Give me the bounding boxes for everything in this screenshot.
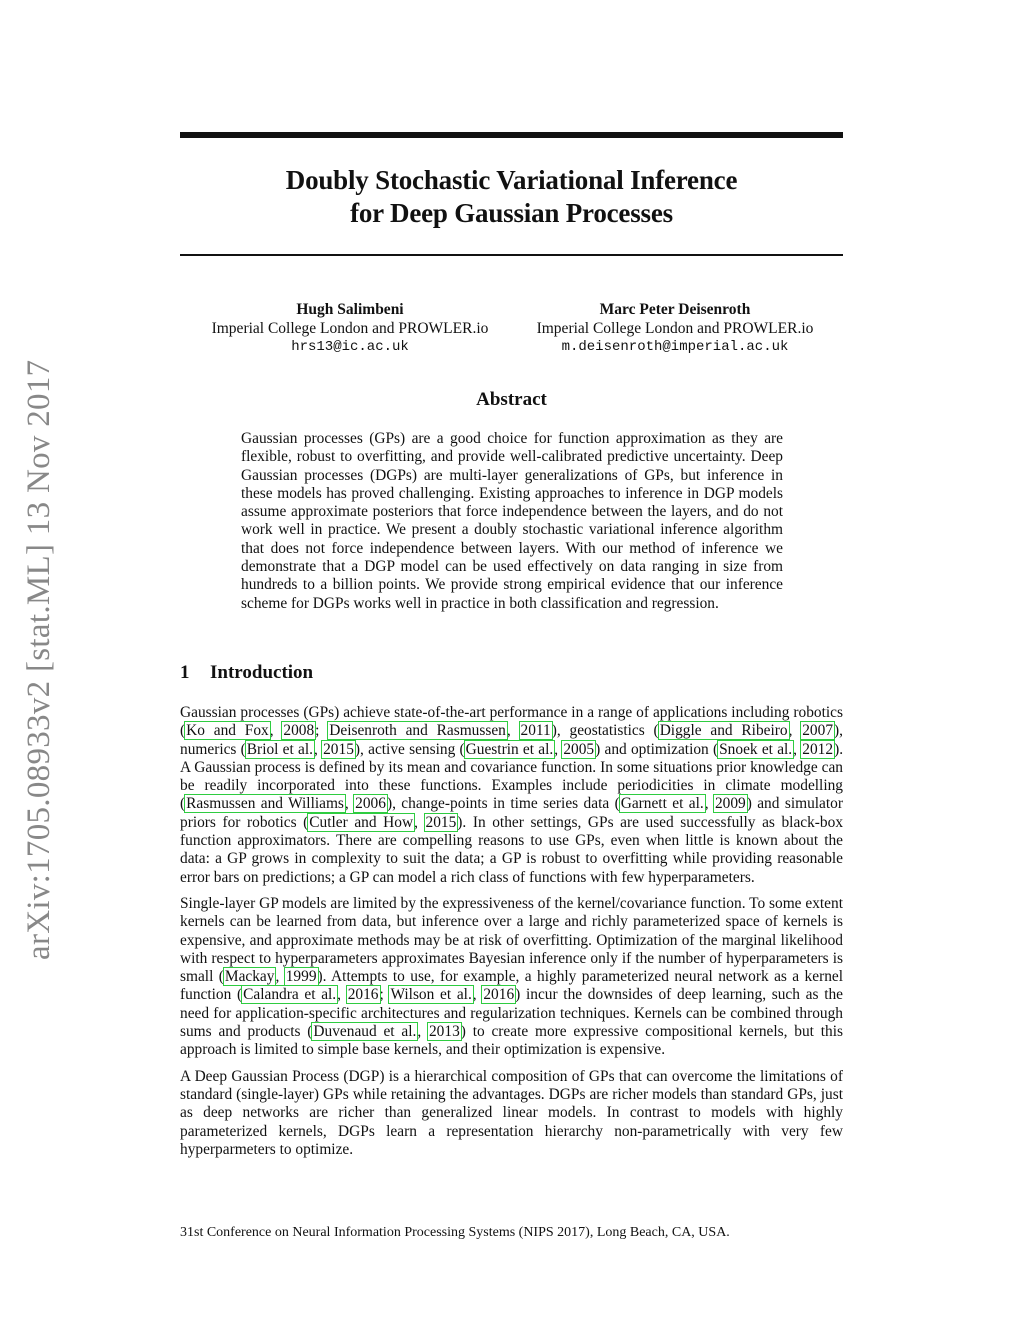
text-run: , [793, 740, 802, 758]
text-run: ) and optimization ( [595, 740, 719, 758]
text-run: , [414, 813, 425, 831]
text-run: Gaussian processes (GPs) achieve state-of-the-art performance in a range of applications including robotics ( [180, 704, 843, 740]
text-run: ) and simulator priors for robotics ( [180, 795, 843, 831]
citation-link[interactable]: 2011 [520, 722, 551, 740]
section-heading [180, 662, 313, 684]
paragraph-2 [180, 895, 843, 1060]
text-run: , [269, 722, 283, 740]
text-run: , [417, 1023, 428, 1041]
citation-link[interactable]: Ko and Fox [186, 722, 269, 740]
citation-link[interactable]: 2006 [355, 795, 386, 813]
author-email[interactable]: m.deisenroth@imperial.ac.uk [561, 339, 789, 355]
text-run: ; [315, 722, 329, 740]
author-affiliation: Imperial College London and PROWLER.io [536, 320, 814, 337]
citation-link[interactable]: Mackay [224, 968, 275, 986]
abstract-text: Gaussian processes (GPs) are a good choice for function approximation as they are flexible, robust to overfitting, and provide well-calibrated predictive uncertainty. Deep Gaussian processes (DGPs) are multi-layer generalizations of GPs, but inference in these models has proved challenging. Existing approaches to inference in DGP models assume approximate posteriors that force independence between the layers, and do not work well in practice. We present a doubly stochastic variational inference algorithm that does not force independence between layers. With our method of inference we demonstrate that a DGP model can be used effectively on data ranging in size from hundreds to a billion points. We provide strong empirical evidence that our inference scheme for DGPs works well in practice in both classification and regression. [241, 430, 783, 612]
citation-link[interactable]: 2016 [347, 986, 379, 1004]
title-rule-top [180, 132, 843, 138]
text-run: ) to create more expressive compositional kernels, but this approach is limited to simple base kernels, and their optimization is expensive. [180, 1023, 843, 1059]
citation-link[interactable]: Wilson et al. [390, 986, 472, 1004]
author-block-2 [510, 300, 840, 357]
citation-link[interactable]: 2005 [563, 740, 595, 758]
text-run: ; [379, 986, 390, 1004]
text-run: , [314, 740, 323, 758]
author-affiliation: Imperial College London and PROWLER.io [211, 320, 489, 337]
citation-link[interactable]: Duvenaud et al. [313, 1023, 417, 1041]
text-run: Single-layer GP models are limited by the expressiveness of the kernel/covariance function. To some extent kernels can be learned from data, but inference over a large and richly parameterized space of kernels is expensive, and approximate methods may be at risk of overfitting. Optimization of the marginal likelihood with respect to hyperparameters approximates Bayesian inference only if the number of hyperparameters is small ( [180, 894, 843, 986]
citation-link[interactable]: 2016 [483, 986, 515, 1004]
text-run: ), active sensing ( [354, 740, 465, 758]
citation-link[interactable]: 2015 [323, 740, 354, 758]
text-run: , [344, 795, 355, 813]
citation-link[interactable]: 2013 [428, 1023, 460, 1041]
title-line-1: Doubly Stochastic Variational Inference [285, 165, 738, 195]
arxiv-stamp: arXiv:1705.08933v2 [stat.ML] 13 Nov 2017 [21, 359, 57, 960]
citation-link[interactable]: Cutler and How [309, 813, 414, 831]
citation-link[interactable]: 1999 [285, 968, 317, 986]
text-run: ) incur the downsides of deep learning, such as the need for application-specific architectures and regularization techniques. Kernels can be combined through sums and products ( [180, 986, 843, 1041]
citation-link[interactable]: Garnett et al. [620, 795, 704, 813]
citation-link[interactable]: Guestrin et al. [465, 740, 554, 758]
text-run: ), change-points in time series data ( [386, 795, 620, 813]
conference-footnote: 31st Conference on Neural Information Processing Systems (NIPS 2017), Long Beach, CA, USA. [180, 1225, 730, 1240]
citation-link[interactable]: Rasmussen and Williams [186, 795, 344, 813]
author-email[interactable]: hrs13@ic.ac.uk [291, 339, 409, 355]
citation-link[interactable]: 2008 [283, 722, 315, 740]
citation-link[interactable]: Snoek et al. [719, 740, 793, 758]
paper-title [180, 164, 843, 230]
citation-link[interactable]: Deisenroth and Rasmussen [329, 722, 506, 740]
text-run: , [554, 740, 563, 758]
citation-link[interactable]: Briol et al. [246, 740, 313, 758]
citation-link[interactable]: 2012 [802, 740, 834, 758]
author-name: Marc Peter Deisenroth [599, 301, 751, 318]
citation-link[interactable]: 2009 [714, 795, 746, 813]
citation-link[interactable]: 2007 [802, 722, 834, 740]
citation-link[interactable]: Diggle and Ribeiro [659, 722, 788, 740]
text-run: ). Attempts to use, for example, a highly parameterized neural network as a kernel function ( [180, 968, 843, 1004]
text-run: , [337, 986, 347, 1004]
section-number: 1 [180, 662, 190, 683]
section-body [180, 704, 843, 1167]
citation-link[interactable]: Calandra et al. [243, 986, 337, 1004]
text-run: ). In other settings, GPs are used successfully as black-box function approximators. There are compelling reasons to use GPs, even when little is known about the data: a GP grows in complexity to suit the data; a GP is robust to overfitting while providing reasonable error bars on predictions; a GP can model a rich class of functions with few hyperparameters. [180, 813, 844, 886]
text-run: , [788, 722, 802, 740]
text-run: ), numerics ( [180, 722, 843, 758]
text-run: , [704, 795, 714, 813]
text-run: , [275, 968, 285, 986]
text-run: ). A Gaussian process is defined by its mean and covariance function. In some situations prior knowledge can be readily incorporated into these functions. Examples include periodicities in climate modelling ( [180, 740, 844, 813]
section-title: Introduction [210, 662, 314, 683]
title-line-2: for Deep Gaussian Processes [350, 198, 673, 228]
abstract-heading: Abstract [476, 389, 547, 410]
author-name: Hugh Salimbeni [296, 301, 404, 318]
title-rule-bottom [180, 254, 843, 256]
text-run: ), geostatistics ( [551, 722, 659, 740]
citation-link[interactable]: 2015 [425, 813, 457, 831]
paragraph-1 [180, 704, 843, 887]
paragraph-3: A Deep Gaussian Process (DGP) is a hierarchical composition of GPs that can overcome the limitations of standard (single-layer) GPs while retaining the advantages. DGPs are richer models than standard GPs, just as deep networks are richer than generalized linear models. In contrast to models with highly parameterized kernels, DGPs learn a representation hierarchy non-parametrically with very few hyperparmeters to optimize. [180, 1067, 843, 1158]
text-run: , [506, 722, 520, 740]
author-block-1 [185, 300, 515, 357]
text-run: , [472, 986, 483, 1004]
